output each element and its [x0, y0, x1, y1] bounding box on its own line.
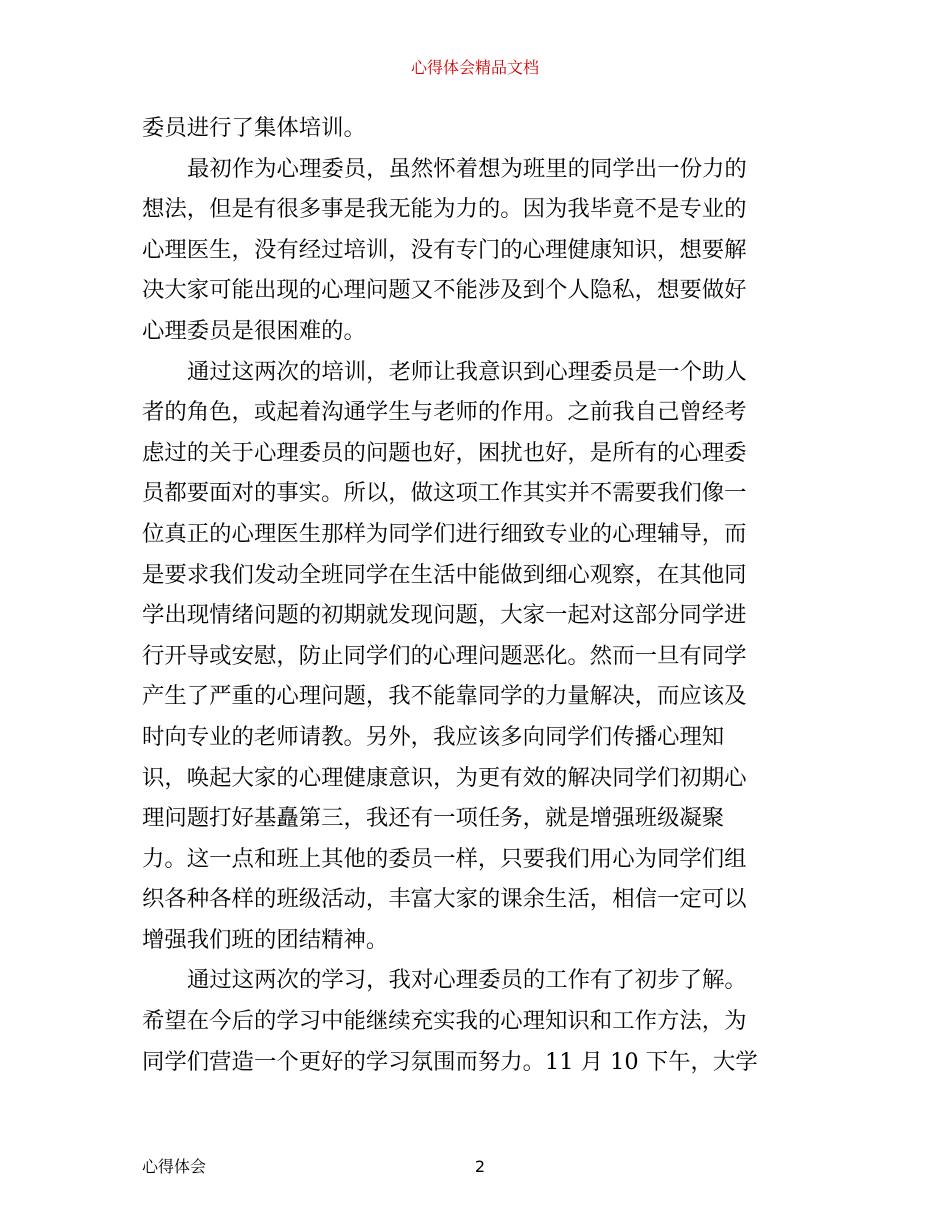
page-footer [0, 1156, 950, 1178]
body-line: 识，唤起大家的心理健康意识，为更有效的解决同学们初期心 [142, 764, 747, 791]
body-line: 决大家可能出现的心理问题又不能涉及到个人隐私，想要做好 [142, 277, 747, 304]
page-header-title: 心得体会精品文档 [410, 58, 539, 77]
document-body [142, 108, 812, 1082]
body-line: 者的角色，或起着沟通学生与老师的作用。之前我自己曾经考 [142, 399, 747, 426]
body-line: 增强我们班的团结精神。 [142, 926, 389, 953]
body-line: 理问题打好基矗第三，我还有一项任务，就是增强班级凝聚 [142, 805, 725, 832]
body-line: 通过这两次的培训，老师让我意识到心理委员是一个助人 [187, 358, 747, 385]
body-line: 最初作为心理委员，虽然怀着想为班里的同学出一份力的 [187, 155, 747, 182]
body-line: 行开导或安慰，防止同学们的心理问题恶化。然而一旦有同学 [142, 642, 747, 669]
body-line: 心理委员是很困难的。 [142, 317, 366, 344]
body-line: 是要求我们发动全班同学在生活中能做到细心观察，在其他同 [142, 561, 747, 588]
body-line: 希望在今后的学习中能继续充实我的心理知识和工作方法，为 [142, 1008, 747, 1035]
body-line: 位真正的心理医生那样为同学们进行细致专业的心理辅导，而 [142, 520, 747, 547]
body-line: 同学们营造一个更好的学习氛围而努力。11 月 10 下午，大学 [142, 1048, 758, 1075]
body-line: 学出现情绪问题的初期就发现问题，大家一起对这部分同学进 [142, 602, 747, 629]
body-line: 产生了严重的心理问题，我不能靠同学的力量解决，而应该及 [142, 683, 747, 710]
body-line: 虑过的关于心理委员的问题也好，困扰也好，是所有的心理委 [142, 439, 747, 466]
body-line: 委员进行了集体培训。 [142, 115, 366, 141]
body-line: 力。这一点和班上其他的委员一样，只要我们用心为同学们组 [142, 845, 747, 872]
body-line: 织各种各样的班级活动，丰富大家的课余生活，相信一定可以 [142, 886, 747, 913]
body-line: 员都要面对的事实。所以，做这项工作其实并不需要我们像一 [142, 480, 747, 507]
body-line: 心理医生，没有经过培训，没有专门的心理健康知识，想要解 [142, 236, 747, 263]
body-line: 时向专业的老师请教。另外，我应该多向同学们传播心理知 [142, 723, 725, 750]
body-line: 想法，但是有很多事是我无能为力的。因为我毕竟不是专业的 [142, 196, 747, 223]
footer-page-number: 2 [474, 1157, 486, 1176]
body-line: 通过这两次的学习，我对心理委员的工作有了初步了解。 [187, 967, 747, 994]
footer-label: 心得体会 [142, 1157, 207, 1176]
